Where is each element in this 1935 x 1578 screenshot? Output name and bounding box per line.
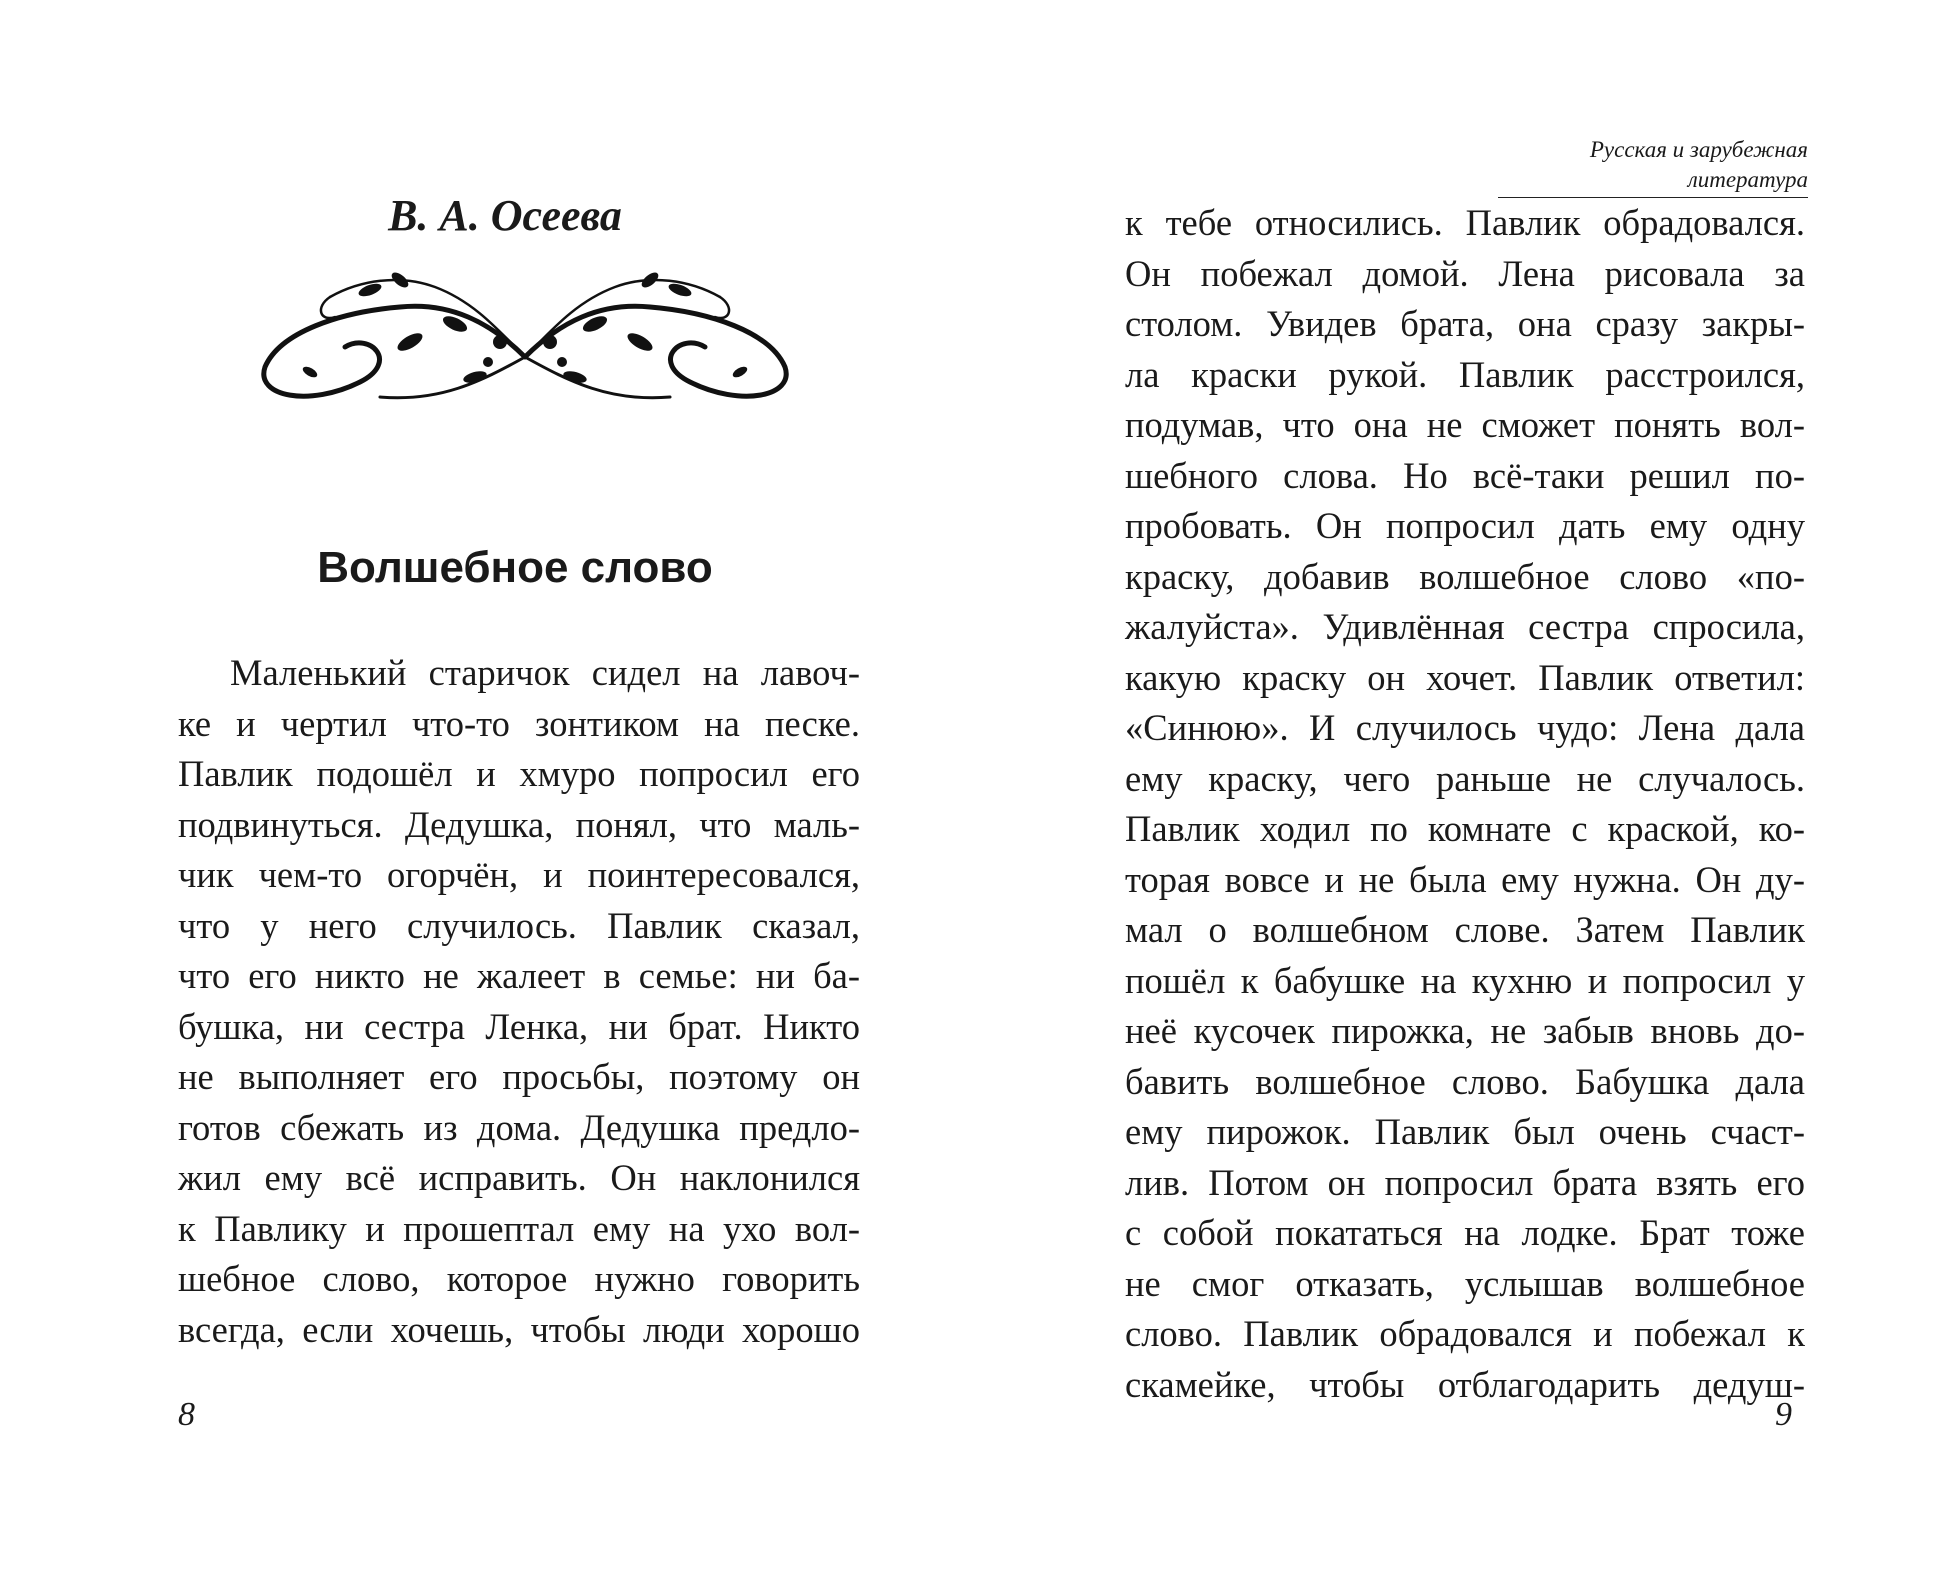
right-body-text bbox=[1125, 198, 1805, 1410]
text-line: торая вовсе и не была ему нужна. Он ду- bbox=[1125, 858, 1805, 900]
text-line: всегда, если хочешь, чтобы люди хорошо bbox=[178, 1308, 860, 1350]
text-line: слово. Павлик обрадовался и побежал к bbox=[1125, 1313, 1805, 1354]
running-head: Русская и зарубежная литература bbox=[1498, 135, 1808, 198]
text-line: скамейке, чтобы отблагодарить дедуш- bbox=[1125, 1363, 1805, 1405]
text-line: ему краску, чего раньше не случалось. bbox=[1125, 757, 1805, 799]
text-line: пошёл к бабушке на кухню и попросил у bbox=[1125, 959, 1805, 1001]
text-line: чик чем-то огорчён, и поинтересовался, bbox=[178, 854, 860, 895]
text-line: ему пирожок. Павлик был очень счаст- bbox=[1125, 1111, 1805, 1152]
author-name: В. А. Осеева bbox=[388, 191, 622, 240]
text-line: ке и чертил что-то зонтиком на песке. bbox=[178, 702, 860, 744]
text-line: бавить волшебное слово. Бабушка дала bbox=[1125, 1060, 1805, 1102]
page-number-left: 8 bbox=[178, 1396, 195, 1433]
text-line: Павлик подошёл и хмуро попросил его bbox=[178, 753, 860, 794]
right-page bbox=[1000, 0, 1935, 1578]
text-line: готов сбежать из дома. Дедушка предло- bbox=[178, 1106, 860, 1148]
text-line: к Павлику и прошептал ему на ухо вол- bbox=[178, 1207, 860, 1249]
text-line: Павлик ходил по комнате с краской, ко- bbox=[1125, 808, 1805, 849]
left-page bbox=[0, 0, 940, 1578]
text-line: столом. Увидев брата, она сразу закры- bbox=[1125, 303, 1805, 344]
text-line: шебного слова. Но всё-таки решил по- bbox=[1125, 454, 1805, 496]
text-line: какую краску он хочет. Павлик ответил: bbox=[1125, 656, 1805, 698]
text-line: что его никто не жалеет в семье: ни ба- bbox=[178, 955, 860, 996]
text-line: к тебе относились. Павлик обрадовался. bbox=[1125, 202, 1805, 243]
text-line: «Синюю». И случилось чудо: Лена дала bbox=[1125, 707, 1805, 748]
text-line: лив. Потом он попросил брата взять его bbox=[1125, 1161, 1805, 1203]
flourish-ornament-icon bbox=[250, 262, 800, 412]
text-line: подумав, что она не сможет понять вол- bbox=[1125, 404, 1805, 445]
text-line: неё кусочек пирожка, не забыв вновь до- bbox=[1125, 1010, 1805, 1051]
text-line: бушка, ни сестра Ленка, ни брат. Никто bbox=[178, 1005, 860, 1047]
text-line: ла краски рукой. Павлик расстроился, bbox=[1125, 353, 1805, 395]
text-line: жалуйста». Удивлённая сестра спросила, bbox=[1125, 606, 1805, 647]
left-body-text bbox=[178, 648, 860, 1355]
page-number-right: 9 bbox=[1775, 1396, 1792, 1433]
text-line: шебное слово, которое нужно говорить bbox=[178, 1258, 860, 1299]
text-line: мал о волшебном слове. Затем Павлик bbox=[1125, 909, 1805, 950]
text-line: не выполняет его просьбы, поэтому он bbox=[178, 1056, 860, 1097]
text-line: краску, добавив волшебное слово «по- bbox=[1125, 555, 1805, 597]
text-line: подвинуться. Дедушка, понял, что маль- bbox=[178, 803, 860, 845]
text-line: Он побежал домой. Лена рисовала за bbox=[1125, 252, 1805, 294]
text-line: с собой покататься на лодке. Брат тоже bbox=[1125, 1212, 1805, 1253]
text-line: пробовать. Он попросил дать ему одну bbox=[1125, 505, 1805, 546]
text-line: что у него случилось. Павлик сказал, bbox=[178, 904, 860, 946]
text-line: жил ему всё исправить. Он наклонился bbox=[178, 1157, 860, 1198]
story-title: Волшебное слово bbox=[317, 543, 713, 592]
text-line: не смог отказать, услышав волшебное bbox=[1125, 1262, 1805, 1304]
text-line: Маленький старичок сидел на лавоч- bbox=[230, 652, 860, 693]
